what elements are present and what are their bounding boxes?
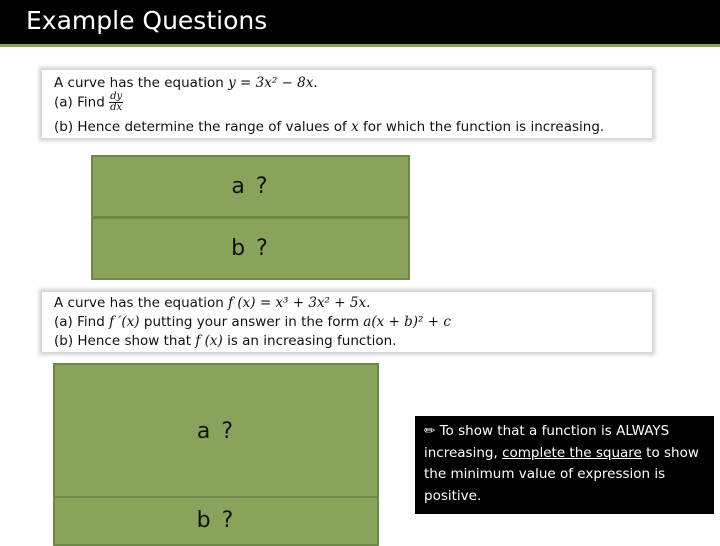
q1-part-b-label: (b) [54, 119, 74, 135]
note-text-1: To show that a function is ALWAYS increasing, [424, 423, 670, 461]
q1-answer-b-box[interactable] [91, 217, 410, 280]
q2-answer-a-box[interactable] [53, 363, 379, 498]
q2-answer-a-label: a ? [196, 419, 236, 444]
q1-answer-b-label: b ? [231, 236, 270, 261]
note-text-2: to show the minimum value of expression is positive. [424, 444, 699, 504]
q2-part-b-label: (b) [54, 333, 74, 349]
q2-part-a-text-2: putting your answer in the form [143, 314, 359, 330]
q2-part-b-text-2: is an increasing function. [227, 333, 397, 349]
title-divider [0, 44, 720, 47]
q1-part-b [54, 119, 604, 135]
q2-answer-b-box[interactable] [53, 496, 379, 546]
pencil-icon: ✏ [424, 423, 436, 439]
q2-part-a-text-1: Find [77, 314, 105, 330]
q1-part-a-label: (a) [54, 94, 73, 111]
q1-part-a-text: Find [77, 94, 105, 111]
q1-answer-a-label: a ? [231, 174, 270, 199]
q2-part-a-form: a(x + b)² + c [363, 314, 451, 330]
q2-part-b [54, 333, 396, 349]
q2-part-b-expr: f (x) [195, 333, 223, 349]
q1-answer-a-box[interactable] [91, 155, 410, 218]
hint-note [415, 416, 714, 514]
q2-part-a-label: (a) [54, 314, 73, 330]
question-1-box [42, 70, 652, 138]
q2-part-a-expr: f ′(x) [109, 314, 140, 330]
q2-equation: f (x) = x³ + 3x² + 5x. [228, 295, 371, 311]
q2-part-b-text-1: Hence show that [77, 333, 192, 349]
q2-intro: A curve has the equation [54, 295, 224, 311]
q1-frac-numerator: dy [110, 91, 123, 102]
q1-part-a [54, 92, 123, 113]
q1-part-b-text-2: for which the function is increasing. [363, 119, 605, 135]
q1-equation: y = 3x² − 8x. [228, 75, 318, 91]
note-link-complete-square: complete the square [502, 444, 642, 461]
q2-intro-line [54, 295, 370, 311]
q1-part-b-var: x [351, 119, 359, 135]
q1-intro: A curve has the equation [54, 75, 224, 91]
q1-derivative-fraction [109, 92, 123, 113]
title-bar [0, 0, 720, 44]
q1-frac-denominator: dx [110, 102, 123, 113]
q2-answer-b-label: b ? [196, 508, 236, 533]
question-2-box [42, 292, 652, 352]
q1-intro-line [54, 75, 318, 91]
q1-part-b-text-1: Hence determine the range of values of [77, 119, 347, 135]
q2-part-a [54, 314, 451, 330]
slide-title: Example Questions [26, 6, 268, 35]
